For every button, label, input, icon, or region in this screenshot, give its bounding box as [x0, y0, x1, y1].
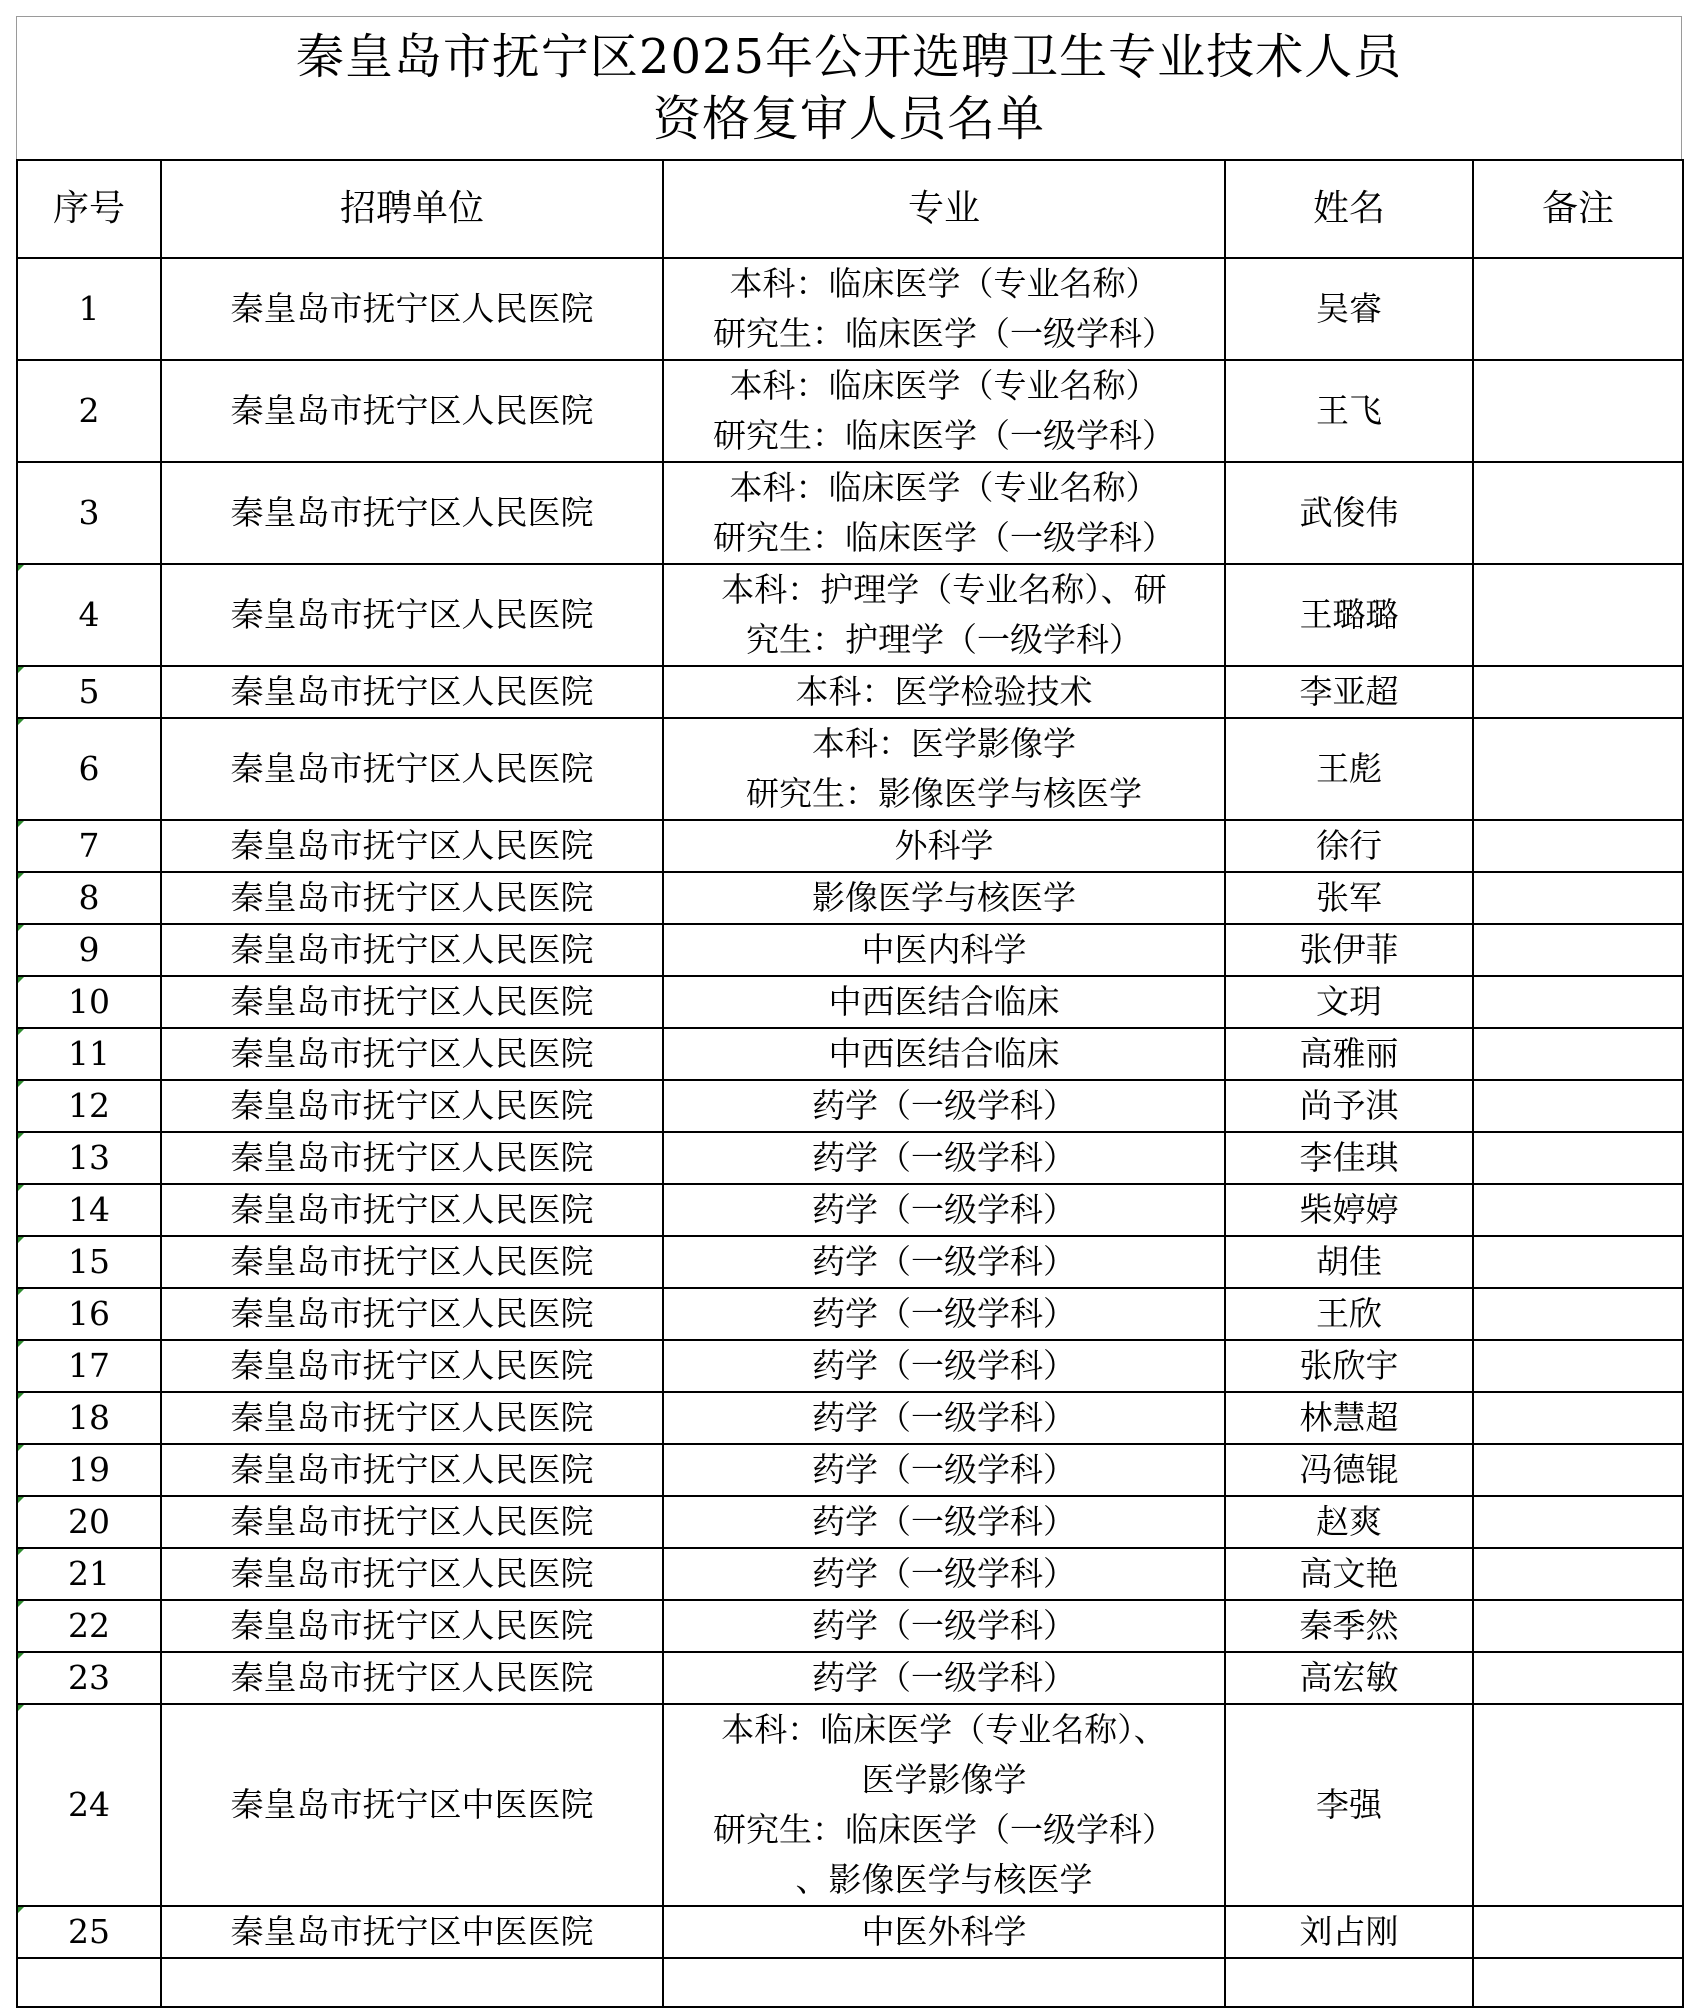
- cell-name: 林慧超: [1225, 1392, 1473, 1444]
- cell-major-line: 药学（一级学科）: [812, 1242, 1076, 1281]
- cell-unit: 秦皇岛市抚宁区人民医院: [161, 1600, 663, 1652]
- cell-index-text: 25: [68, 1912, 110, 1951]
- cell-remark: [1473, 564, 1683, 666]
- table-row: [17, 1704, 1683, 1906]
- cell-major-line: 究生：护理学（一级学科）: [746, 620, 1142, 659]
- cell-unit: 秦皇岛市抚宁区人民医院: [161, 360, 663, 462]
- cell-major: [663, 1184, 1225, 1236]
- cell-index: [17, 666, 161, 718]
- cell-name: 赵爽: [1225, 1496, 1473, 1548]
- table-row: [17, 462, 1683, 564]
- header-remark: 备注: [1473, 160, 1683, 258]
- cell-remark: [1473, 360, 1683, 462]
- table-row: [17, 1444, 1683, 1496]
- cell-remark: [1473, 924, 1683, 976]
- cell-index-text: 5: [78, 672, 100, 711]
- cell-major: [663, 820, 1225, 872]
- candidate-table: [16, 159, 1684, 2008]
- cell-remark: [1473, 1340, 1683, 1392]
- cell-remark: [1473, 820, 1683, 872]
- cell-index-text: 16: [68, 1294, 110, 1333]
- cell-major-line: 本科：临床医学（专业名称）: [729, 468, 1159, 507]
- cell-comment-flag-icon: [18, 1705, 24, 1711]
- cell-major: [663, 1444, 1225, 1496]
- cell-index: [17, 1392, 161, 1444]
- cell-name: 张伊菲: [1225, 924, 1473, 976]
- cell-index-text: 14: [68, 1190, 110, 1229]
- cell-unit: 秦皇岛市抚宁区人民医院: [161, 1236, 663, 1288]
- cell-major-line: 研究生：临床医学（一级学科）: [713, 518, 1175, 557]
- cell-comment-flag-icon: [18, 821, 24, 827]
- cell-index-text: 15: [68, 1242, 110, 1281]
- cell-major: [663, 1392, 1225, 1444]
- cell-name: 武俊伟: [1225, 462, 1473, 564]
- title-box: [16, 16, 1682, 159]
- cell-index: [17, 360, 161, 462]
- cell-unit: 秦皇岛市抚宁区人民医院: [161, 1340, 663, 1392]
- cell-index-text: 7: [78, 826, 100, 865]
- table-row: [17, 1236, 1683, 1288]
- cell-major-line: 本科：医学检验技术: [795, 672, 1093, 711]
- cell-major-line: 本科：医学影像学: [812, 724, 1076, 763]
- cell-major-line: 药学（一级学科）: [812, 1138, 1076, 1177]
- cell-unit: 秦皇岛市抚宁区人民医院: [161, 924, 663, 976]
- cell-comment-flag-icon: [18, 873, 24, 879]
- cell-unit: 秦皇岛市抚宁区人民医院: [161, 1080, 663, 1132]
- table-row: [17, 1288, 1683, 1340]
- cell-remark: [1473, 872, 1683, 924]
- cell-comment-flag-icon: [18, 667, 24, 673]
- cell-comment-flag-icon: [18, 1549, 24, 1555]
- cell-comment-flag-icon: [18, 719, 24, 725]
- cell-remark: [1473, 1652, 1683, 1704]
- cell-index: [17, 1028, 161, 1080]
- cell-index: [17, 1132, 161, 1184]
- cell-comment-flag-icon: [18, 1497, 24, 1503]
- header-name: 姓名: [1225, 160, 1473, 258]
- cell-name: 胡佳: [1225, 1236, 1473, 1288]
- cell-major-line: 外科学: [894, 826, 994, 865]
- cell-major: [663, 1906, 1225, 1958]
- cell-major-line: 本科：临床医学（专业名称）: [729, 264, 1159, 303]
- cell-unit: 秦皇岛市抚宁区人民医院: [161, 872, 663, 924]
- table-row: [17, 1600, 1683, 1652]
- cell-index-text: 17: [68, 1346, 110, 1385]
- table-row: [17, 820, 1683, 872]
- table-row: [17, 1080, 1683, 1132]
- cell-major-line: 研究生：临床医学（一级学科）: [713, 1810, 1175, 1849]
- cell-major: [663, 1548, 1225, 1600]
- cell-name: 尚予淇: [1225, 1080, 1473, 1132]
- cell-major-line: 、影像医学与核医学: [795, 1860, 1093, 1899]
- cell-remark: [1473, 666, 1683, 718]
- cell-remark: [1473, 1548, 1683, 1600]
- cell-unit: 秦皇岛市抚宁区人民医院: [161, 1184, 663, 1236]
- cell-index-text: 22: [68, 1606, 110, 1645]
- cell-index: [17, 1906, 161, 1958]
- cell-index-text: 6: [78, 749, 100, 788]
- cell-major: [663, 564, 1225, 666]
- cell-name: 王璐璐: [1225, 564, 1473, 666]
- cell-unit: 秦皇岛市抚宁区人民医院: [161, 976, 663, 1028]
- cell-remark: [1473, 1080, 1683, 1132]
- table-row: [17, 1496, 1683, 1548]
- cell-index: [17, 1340, 161, 1392]
- header-major: 专业: [663, 160, 1225, 258]
- cell-index-text: 10: [68, 982, 110, 1021]
- cell-major-line: 药学（一级学科）: [812, 1658, 1076, 1697]
- cell-major-line: 药学（一级学科）: [812, 1346, 1076, 1385]
- cell-unit: 秦皇岛市抚宁区人民医院: [161, 1392, 663, 1444]
- cell-unit: 秦皇岛市抚宁区中医医院: [161, 1704, 663, 1906]
- table-row: [17, 564, 1683, 666]
- cell-comment-flag-icon: [18, 1393, 24, 1399]
- title-line-2: 资格复审人员名单: [652, 91, 1045, 147]
- cell-name: 文玥: [1225, 976, 1473, 1028]
- table-row: [17, 1548, 1683, 1600]
- cell-comment-flag-icon: [18, 925, 24, 931]
- table-row: [17, 1906, 1683, 1958]
- cell-unit: 秦皇岛市抚宁区人民医院: [161, 1028, 663, 1080]
- cell-index: [17, 976, 161, 1028]
- cell-comment-flag-icon: [18, 1445, 24, 1451]
- cell-index: [17, 872, 161, 924]
- cell-comment-flag-icon: [18, 1907, 24, 1913]
- cell-name: 李佳琪: [1225, 1132, 1473, 1184]
- cell-comment-flag-icon: [18, 1289, 24, 1295]
- table-row: [17, 976, 1683, 1028]
- cell-index-text: 13: [68, 1138, 110, 1177]
- cell-index-text: 3: [78, 493, 100, 532]
- cell-remark: [1473, 1704, 1683, 1906]
- cell-remark: [1473, 1496, 1683, 1548]
- header-unit: 招聘单位: [161, 160, 663, 258]
- cell-unit: 秦皇岛市抚宁区人民医院: [161, 258, 663, 360]
- cell-major: [663, 924, 1225, 976]
- cell-index: [17, 820, 161, 872]
- cell-index-text: 2: [78, 391, 100, 430]
- cell-name: 刘占刚: [1225, 1906, 1473, 1958]
- table-row: [17, 1652, 1683, 1704]
- cell-index: [17, 258, 161, 360]
- cell-comment-flag-icon: [18, 1029, 24, 1035]
- cell-major: [663, 1236, 1225, 1288]
- cell-major: [663, 1600, 1225, 1652]
- cell-major-line: 医学影像学: [861, 1760, 1027, 1799]
- cell-index-text: 23: [68, 1658, 110, 1697]
- empty-cell: [1473, 1958, 1683, 2007]
- cell-index: [17, 1288, 161, 1340]
- cell-remark: [1473, 1184, 1683, 1236]
- cell-name: 冯德锟: [1225, 1444, 1473, 1496]
- cell-remark: [1473, 1132, 1683, 1184]
- cell-unit: 秦皇岛市抚宁区人民医院: [161, 1652, 663, 1704]
- table-row: [17, 1132, 1683, 1184]
- cell-name: 王彪: [1225, 718, 1473, 820]
- cell-index: [17, 1444, 161, 1496]
- cell-unit: 秦皇岛市抚宁区人民医院: [161, 1548, 663, 1600]
- cell-index-text: 19: [68, 1450, 110, 1489]
- cell-major: [663, 1340, 1225, 1392]
- cell-name: 张军: [1225, 872, 1473, 924]
- cell-major-line: 药学（一级学科）: [812, 1086, 1076, 1125]
- cell-index: [17, 1704, 161, 1906]
- cell-index: [17, 1080, 161, 1132]
- cell-major: [663, 1496, 1225, 1548]
- cell-major: [663, 1288, 1225, 1340]
- cell-index: [17, 1184, 161, 1236]
- table-row: [17, 258, 1683, 360]
- cell-index-text: 1: [78, 289, 100, 328]
- cell-comment-flag-icon: [18, 1601, 24, 1607]
- cell-unit: 秦皇岛市抚宁区人民医院: [161, 1496, 663, 1548]
- cell-unit: 秦皇岛市抚宁区人民医院: [161, 564, 663, 666]
- empty-cell: [17, 1958, 161, 2007]
- cell-remark: [1473, 718, 1683, 820]
- cell-name: 吴睿: [1225, 258, 1473, 360]
- empty-cell: [161, 1958, 663, 2007]
- cell-unit: 秦皇岛市抚宁区人民医院: [161, 666, 663, 718]
- cell-index-text: 18: [68, 1398, 110, 1437]
- cell-major-line: 药学（一级学科）: [812, 1554, 1076, 1593]
- table-row: [17, 718, 1683, 820]
- cell-unit: 秦皇岛市抚宁区人民医院: [161, 820, 663, 872]
- cell-comment-flag-icon: [18, 1081, 24, 1087]
- empty-row: [17, 1958, 1683, 2007]
- cell-name: 柴婷婷: [1225, 1184, 1473, 1236]
- cell-name: 高文艳: [1225, 1548, 1473, 1600]
- cell-index: [17, 718, 161, 820]
- cell-remark: [1473, 462, 1683, 564]
- table-row: [17, 666, 1683, 718]
- cell-comment-flag-icon: [18, 1133, 24, 1139]
- table-row: [17, 360, 1683, 462]
- header-row: [17, 160, 1683, 258]
- cell-major: [663, 1080, 1225, 1132]
- cell-major-line: 中西医结合临床: [828, 982, 1060, 1021]
- cell-index: [17, 924, 161, 976]
- cell-name: 王欣: [1225, 1288, 1473, 1340]
- cell-index: [17, 1600, 161, 1652]
- cell-major: [663, 666, 1225, 718]
- cell-major-line: 影像医学与核医学: [812, 878, 1076, 917]
- cell-index: [17, 1496, 161, 1548]
- cell-major: [663, 258, 1225, 360]
- cell-major-line: 药学（一级学科）: [812, 1294, 1076, 1333]
- cell-name: 高雅丽: [1225, 1028, 1473, 1080]
- cell-remark: [1473, 1444, 1683, 1496]
- cell-major: [663, 872, 1225, 924]
- cell-major: [663, 1704, 1225, 1906]
- cell-index-text: 20: [68, 1502, 110, 1541]
- cell-remark: [1473, 1906, 1683, 1958]
- cell-index-text: 24: [68, 1785, 110, 1824]
- cell-remark: [1473, 976, 1683, 1028]
- cell-major-line: 药学（一级学科）: [812, 1450, 1076, 1489]
- cell-major-line: 药学（一级学科）: [812, 1190, 1076, 1229]
- cell-name: 秦季然: [1225, 1600, 1473, 1652]
- cell-major-line: 研究生：临床医学（一级学科）: [713, 416, 1175, 455]
- cell-major-line: 中医内科学: [861, 930, 1027, 969]
- cell-index-text: 21: [68, 1554, 110, 1593]
- cell-major: [663, 718, 1225, 820]
- cell-major-line: 药学（一级学科）: [812, 1398, 1076, 1437]
- cell-index-text: 8: [78, 878, 100, 917]
- cell-index: [17, 564, 161, 666]
- cell-unit: 秦皇岛市抚宁区中医医院: [161, 1906, 663, 1958]
- cell-major: [663, 360, 1225, 462]
- cell-major: [663, 976, 1225, 1028]
- cell-major-line: 中西医结合临床: [828, 1034, 1060, 1073]
- cell-comment-flag-icon: [18, 1653, 24, 1659]
- table-row: [17, 1340, 1683, 1392]
- cell-unit: 秦皇岛市抚宁区人民医院: [161, 1444, 663, 1496]
- cell-major-line: 药学（一级学科）: [812, 1502, 1076, 1541]
- cell-major-line: 中医外科学: [861, 1912, 1027, 1951]
- table-row: [17, 924, 1683, 976]
- cell-major-line: 本科：临床医学（专业名称）: [729, 366, 1159, 405]
- cell-index: [17, 1548, 161, 1600]
- cell-remark: [1473, 1236, 1683, 1288]
- cell-comment-flag-icon: [18, 1185, 24, 1191]
- cell-name: 徐行: [1225, 820, 1473, 872]
- cell-index: [17, 462, 161, 564]
- cell-remark: [1473, 1028, 1683, 1080]
- cell-unit: 秦皇岛市抚宁区人民医院: [161, 1288, 663, 1340]
- cell-major-line: 本科：护理学（专业名称）、研: [721, 570, 1167, 609]
- cell-name: 李强: [1225, 1704, 1473, 1906]
- cell-index-text: 9: [78, 930, 100, 969]
- cell-major-line: 研究生：临床医学（一级学科）: [713, 314, 1175, 353]
- cell-major: [663, 1652, 1225, 1704]
- cell-unit: 秦皇岛市抚宁区人民医院: [161, 718, 663, 820]
- cell-name: 张欣宇: [1225, 1340, 1473, 1392]
- cell-index-text: 12: [68, 1086, 110, 1125]
- table-row: [17, 872, 1683, 924]
- title-line-1: 秦皇岛市抚宁区2025年公开选聘卫生专业技术人员: [295, 29, 1403, 85]
- cell-comment-flag-icon: [18, 977, 24, 983]
- cell-remark: [1473, 1288, 1683, 1340]
- cell-remark: [1473, 1392, 1683, 1444]
- table-row: [17, 1028, 1683, 1080]
- table-body: [17, 258, 1683, 2007]
- cell-major: [663, 1132, 1225, 1184]
- cell-name: 王飞: [1225, 360, 1473, 462]
- empty-cell: [663, 1958, 1225, 2007]
- header-index: 序号: [17, 160, 161, 258]
- table-row: [17, 1184, 1683, 1236]
- cell-major-line: 本科：临床医学（专业名称）、: [721, 1710, 1167, 1749]
- cell-unit: 秦皇岛市抚宁区人民医院: [161, 1132, 663, 1184]
- cell-index-text: 4: [78, 595, 100, 634]
- cell-unit: 秦皇岛市抚宁区人民医院: [161, 462, 663, 564]
- cell-comment-flag-icon: [18, 1341, 24, 1347]
- cell-major-line: 药学（一级学科）: [812, 1606, 1076, 1645]
- cell-name: 李亚超: [1225, 666, 1473, 718]
- cell-major: [663, 462, 1225, 564]
- table-row: [17, 1392, 1683, 1444]
- cell-comment-flag-icon: [18, 565, 24, 571]
- cell-major: [663, 1028, 1225, 1080]
- cell-name: 高宏敏: [1225, 1652, 1473, 1704]
- sheet: [16, 16, 1682, 2008]
- cell-remark: [1473, 1600, 1683, 1652]
- cell-index-text: 11: [68, 1034, 110, 1073]
- cell-comment-flag-icon: [18, 1237, 24, 1243]
- cell-index: [17, 1652, 161, 1704]
- empty-cell: [1225, 1958, 1473, 2007]
- cell-remark: [1473, 258, 1683, 360]
- cell-index: [17, 1236, 161, 1288]
- cell-major-line: 研究生：影像医学与核医学: [746, 774, 1142, 813]
